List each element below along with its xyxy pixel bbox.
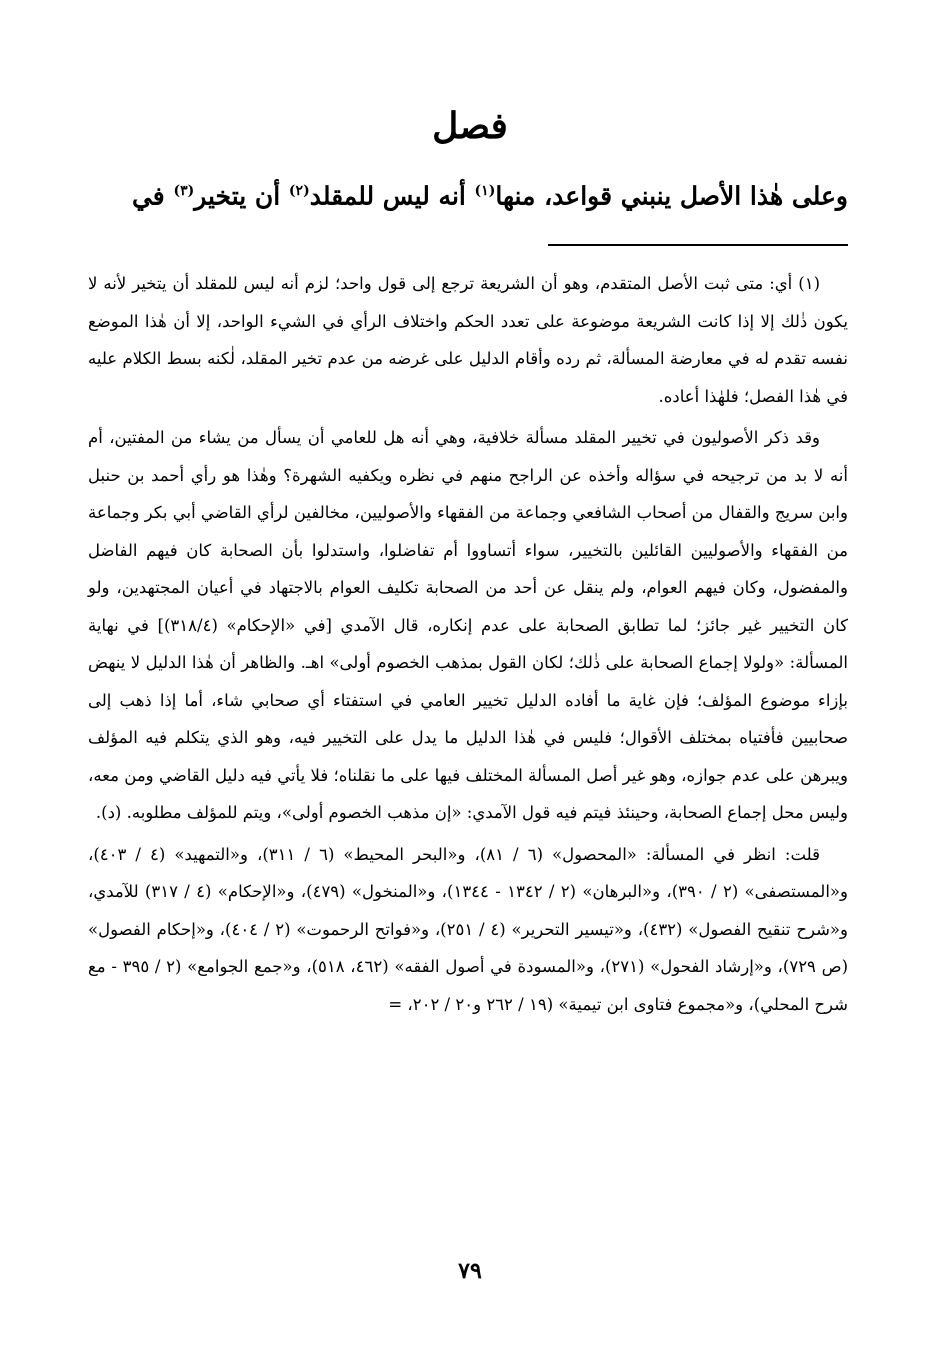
section-heading: فصل [432,105,508,147]
footnote-paragraph-2: وقد ذكر الأصوليون في تخيير المقلد مسألة خلافية، وهي أنه هل للعامي أن يسأل من يشاء من المفتين، أم أنه لا بد من ترجيحه في سؤاله وأخذه عن الراجح منهم في نظره ويكفيه الشهرة؟ وهٰذا هو رأي أحمد بن حنبل وابن سريج والقفال من أصحاب الشافعي وجماعة من الفقهاء والأصوليين، مخالفين لرأي القاضي أبي بكر وجماعة من الفقهاء والأصوليين القائلين بالتخيير، سواء أتساووا أم تفاضلوا، واستدلوا بأن الصحابة كان فيهم الفاضل والمفضول، وكان فيهم العوام، ولم ينقل عن أحد من الصحابة تكليف العوام بالاجتهاد في أعيان المجتهدين، ولو كان التخيير غير جائز؛ لما تطابق الصحابة على عدم إنكاره، قال الآمدي [في «الإحكام» (٣١٨/٤)] في نهاية المسألة: «ولولا إجماع الصحابة على ذٰلك؛ لكان القول بمذهب الخصوم أولى» اهـ. والظاهر أن هٰذا الدليل لا ينهض بإزاء موضوع المؤلف؛ فإن غاية ما أفاده الدليل تخيير العامي في استفتاء أي صحابي شاء، أما إذا ذهب إلى صحابيين فأفتياه بمختلف الأقوال؛ فليس في هٰذا الدليل ما يدل على التخيير فيه، وهو الذي يتكلم فيه المؤلف ويبرهن على عدم جوازه، وهو غير أصل المسألة المختلف فيها على ما نقلناه؛ فلا يأتي فيه دليل القاضي ومن معه، وليس محل إجماع الصحابة، وحينئذ فيتم فيه قول الآمدي: «إن مذهب الخصوم أولى»، ويتم للمؤلف مطلوبه. (د). [88,428,848,822]
footnote-paragraph-1: (١) أي: متى ثبت الأصل المتقدم، وهو أن الشريعة ترجع إلى قول واحد؛ لزم أنه ليس للمقلد أن يتخير لأنه لا يكون ذٰلك إلا إذا كانت الشريعة موضوعة على تعدد الحكم واختلاف الرأي في الشيء الواحد، إلا أن هٰذا الموضع نفسه تقدم له في معارضة المسألة، ثم رده وأقام الدليل على غرضه من عدم تخير المقلد، لٰكنه بسط الكلام عليه في هٰذا الفصل؛ فلهٰذا أعاده. [88,274,848,406]
footnote-ref-1: (١) [474,183,496,199]
main-text-part-1: وعلى هٰذا الأصل ينبني قواعد، منها [495,181,848,211]
main-text-part-2: أنه ليس للمقلد [309,181,475,211]
footnotes-block [88,265,848,1023]
footnote-separator [548,244,848,246]
main-text-line [88,168,848,219]
footnote-paragraph-3: قلت: انظر في المسألة: «المحصول» (٦ / ٨١)، و«البحر المحيط» (٦ / ٣١١)، و«التمهيد» (٤ / ٤٠٣)، و«المستصفى» (٢ / ٣٩٠)، و«البرهان» (٢ / ١٣٤٢ - ١٣٤٤)، و«المنخول» (٤٧٩)، و«الإحكام» (٤ / ٣١٧) للآمدي، و«شرح تنقيح الفصول» (٤٣٢)، و«تيسير التحرير» (٤ / ٢٥١)، و«فواتح الرحموت» (٢ / ٤٠٤)، و«إحكام الفصول» (ص ٧٢٩)، و«إرشاد الفحول» (٢٧١)، و«المسودة في أصول الفقه» (٤٦٢، ٥١٨)، و«جمع الجوامع» (٢ / ٣٩٥ - مع شرح المحلي)، و«مجموع فتاوى ابن تيمية» (١٩ / ٢٦٢ و٢٠ / ٢٠٢، = [88,844,849,1014]
footnote-ref-3: (٣) [173,183,195,199]
main-text-part-3: أن يتخير [194,181,289,211]
footnote-ref-2: (٢) [288,183,310,199]
page-number: ٧٩ [458,1258,482,1284]
main-text-part-4: في [131,181,174,211]
